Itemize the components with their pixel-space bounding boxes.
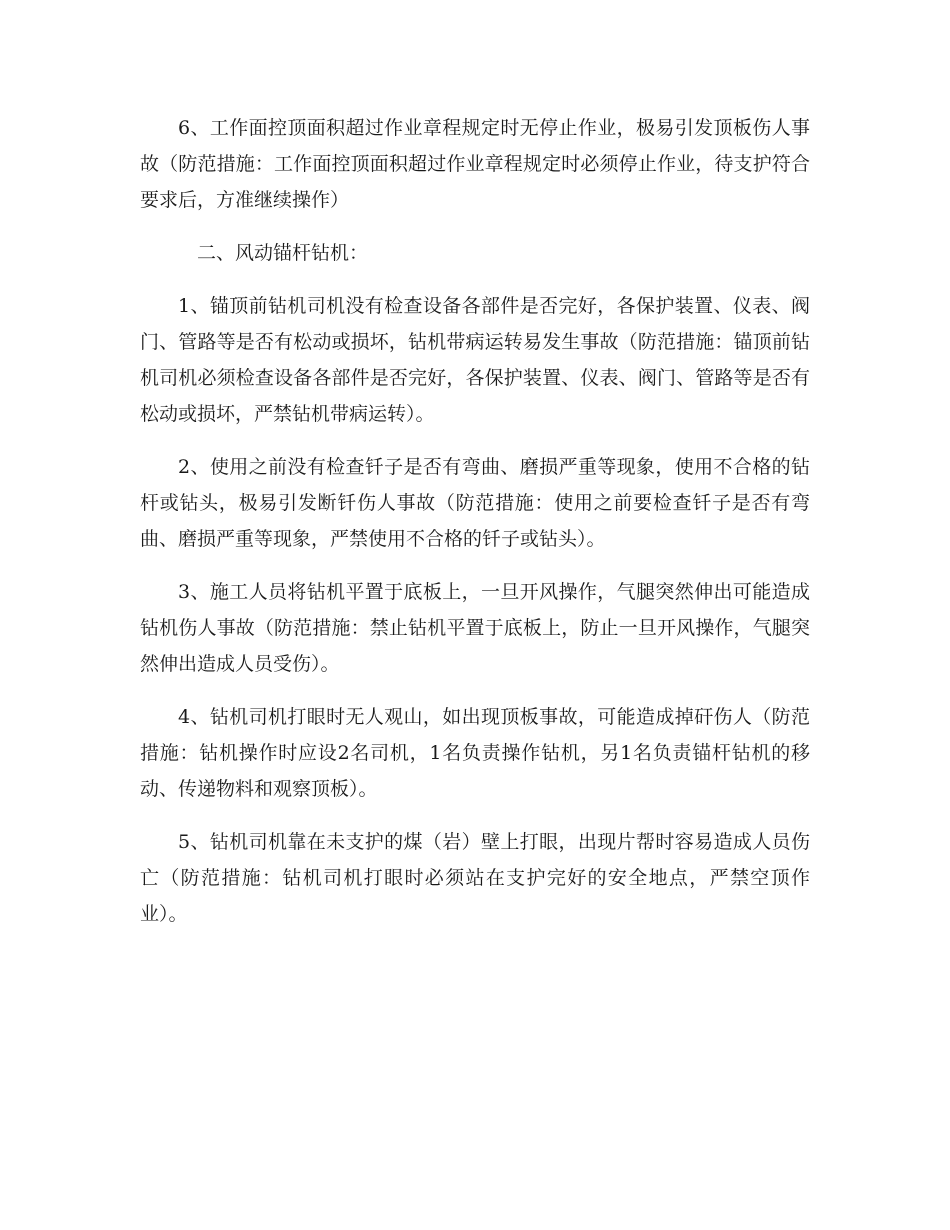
paragraph-item-4: 4、钻机司机打眼时无人观山，如出现顶板事故，可能造成掉矸伤人（防范措施：钻机操作时应设2名司机，1名负责操作钻机，另1名负责锚杆钻机的移动、传递物料和观察顶板）。: [140, 706, 810, 800]
paragraph-item-3: 3、施工人员将钻机平置于底板上，一旦开风操作，气腿突然伸出可能造成钻机伤人事故（防范措施：禁止钻机平置于底板上，防止一旦开风操作，气腿突然伸出造成人员受伤）。: [140, 581, 810, 675]
paragraph-item-2: 2、使用之前没有检查钎子是否有弯曲、磨损严重等现象，使用不合格的钻杆或钻头，极易引发断钎伤人事故（防范措施：使用之前要检查钎子是否有弯曲、磨损严重等现象，严禁使用不合格的钎子或钻头）。: [140, 456, 810, 550]
paragraph-item-1: 1、锚顶前钻机司机没有检查设备各部件是否完好，各保护装置、仪表、阀门、管路等是否有松动或损坏，钻机带病运转易发生事故（防范措施：锚顶前钻机司机必须检查设备各部件是否完好，各保护装置、仪表、阀门、管路等是否有松动或损坏，严禁钻机带病运转）。: [140, 295, 810, 425]
section-heading-pneumatic-bolter: 二、风动锚杆钻机：: [197, 242, 369, 264]
paragraph-item-5: 5、钻机司机靠在未支护的煤（岩）壁上打眼，出现片帮时容易造成人员伤亡（防范措施：钻机司机打眼时必须站在支护完好的安全地点，严禁空顶作业）。: [140, 831, 810, 925]
paragraph-item-6: 6、工作面控顶面积超过作业章程规定时无停止作业，极易引发顶板伤人事故（防范措施：工作面控顶面积超过作业章程规定时必须停止作业，待支护符合要求后，方准继续操作）: [140, 117, 810, 211]
